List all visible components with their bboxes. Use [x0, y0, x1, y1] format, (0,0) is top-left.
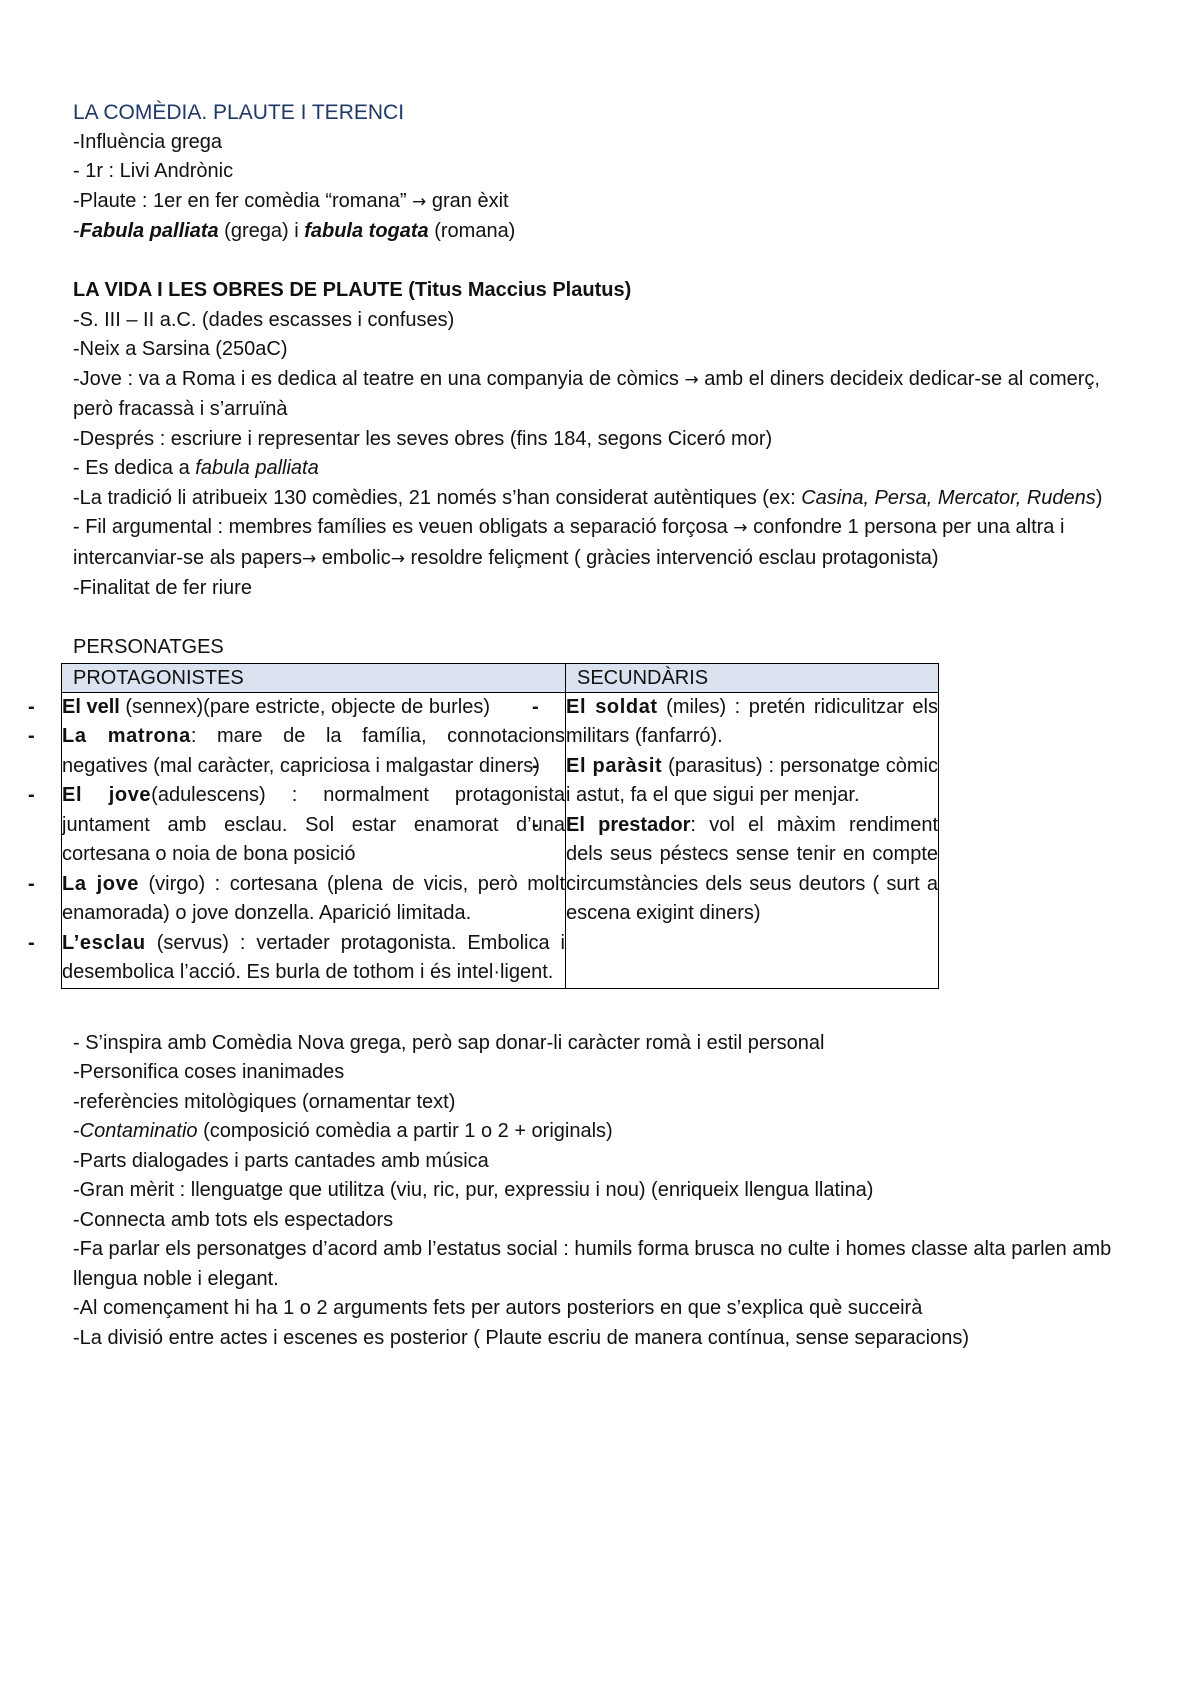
intro-line: -Influència grega: [73, 130, 222, 153]
intro-line: -Plaute : 1er en fer comèdia “romana” → gran èxit: [73, 189, 509, 212]
list-item: - La jove (virgo) : cortesana (plena de vicis, però molt enamorada) o jove donzella. Aparició limitada.: [62, 870, 565, 929]
list-item: - La matrona: mare de la família, connotacions negatives (mal caràcter, capriciosa i malgastar diners): [62, 722, 565, 781]
vida-line: - Es dedica a fabula palliata: [73, 457, 319, 479]
list-item: - El vell (sennex)(pare estricte, objecte de burles): [62, 693, 565, 723]
list-item: - L’esclau (servus) : vertader protagonista. Embolica i desembolica l’acció. Es burla de tothom i és intel·ligent.: [62, 929, 565, 988]
final-line: -Fa parlar els personatges d’acord amb l’estatus social : humils forma brusca no culte i homes classe alta parlen amb llengua noble i elegant.: [73, 1238, 1112, 1290]
vida-line: - Fil argumental : membres famílies es veuen obligats a separació forçosa → confondre 1 persona per una altra i intercanviar-se als papers→ embolic→ resoldre feliçment ( gràcies intervenció esclau protagonista): [73, 516, 1065, 569]
characters-table: [61, 663, 939, 989]
list-item: - El jove(adulescens) : normalment protagonista juntament amb esclau. Sol estar enamorat d’una cortesana o noia de bona posició: [62, 781, 565, 870]
final-line: -Al començament hi ha 1 o 2 arguments fets per autors posteriors en que s’explica què succeirà: [73, 1297, 923, 1319]
arrow-icon: →: [733, 518, 748, 538]
list-item: - El soldat (miles) : pretén ridiculitzar els militars (fanfarró).: [566, 693, 938, 752]
section-heading-vida: LA VIDA I LES OBRES DE PLAUTE (Titus Maccius Plautus): [73, 279, 632, 301]
intro-line: - 1r : Livi Andrònic: [73, 160, 234, 182]
column-header-protagonistes: PROTAGONISTES: [62, 663, 566, 692]
final-line: -La divisió entre actes i escenes es posterior ( Plaute escriu de manera contínua, sense separacions): [73, 1326, 970, 1349]
intro-line: -Fabula palliata (grega) i fabula togata (romana): [73, 220, 516, 242]
protagonists-cell: [62, 692, 566, 988]
document-title: LA COMÈDIA. PLAUTE I TERENCI: [73, 101, 405, 124]
vida-line: -Finalitat de fer riure: [73, 577, 252, 599]
arrow-icon: →: [302, 548, 317, 569]
column-header-secundaris: SECUNDÀRIS: [566, 663, 939, 692]
final-line: -Contaminatio (composició comèdia a partir 1 o 2 + originals): [73, 1120, 613, 1142]
final-line: -referències mitològiques (ornamentar text): [73, 1090, 456, 1113]
vida-line: -Després : escriure i representar les seves obres (fins 184, segons Ciceró mor): [73, 427, 773, 450]
vida-line: -S. III – II a.C. (dades escasses i confuses): [73, 308, 455, 331]
vida-line: -Jove : va a Roma i es dedica al teatre en una companyia de còmics → amb el diners decideix dedicar-se al comerç, però fracassà i s’arruïnà: [73, 367, 1100, 420]
secondary-cell: [566, 692, 939, 988]
arrow-icon: →: [412, 191, 427, 212]
final-line: -Gran mèrit : llenguatge que utilitza (viu, ric, pur, expressiu i nou) (enriqueix llengua llatina): [73, 1179, 874, 1201]
final-line: - S’inspira amb Comèdia Nova grega, però sap donar-li caràcter romà i estil personal: [73, 1031, 825, 1054]
arrow-icon: →: [684, 369, 699, 390]
vida-line: -La tradició li atribueix 130 comèdies, 21 només s’han considerat autèntiques (ex: Casina, Persa, Mercator, Rudens): [73, 486, 1103, 509]
final-line: -Connecta amb tots els espectadors: [73, 1208, 394, 1231]
arrow-icon: →: [390, 548, 405, 569]
final-line: -Personifica coses inanimades: [73, 1061, 345, 1083]
final-line: -Parts dialogades i parts cantades amb música: [73, 1149, 489, 1172]
vida-line: -Neix a Sarsina (250aC): [73, 338, 288, 360]
list-item: - El paràsit (parasitus) : personatge còmic i astut, fa el que sigui per menjar.: [566, 752, 938, 811]
list-item: - El prestador: vol el màxim rendiment dels seus péstecs sense tenir en compte circumstàncies dels seus deutors ( surt a escena exigint diners): [566, 811, 938, 929]
document-page: [62, 98, 1135, 1353]
section-heading-personatges: PERSONATGES: [73, 636, 224, 658]
